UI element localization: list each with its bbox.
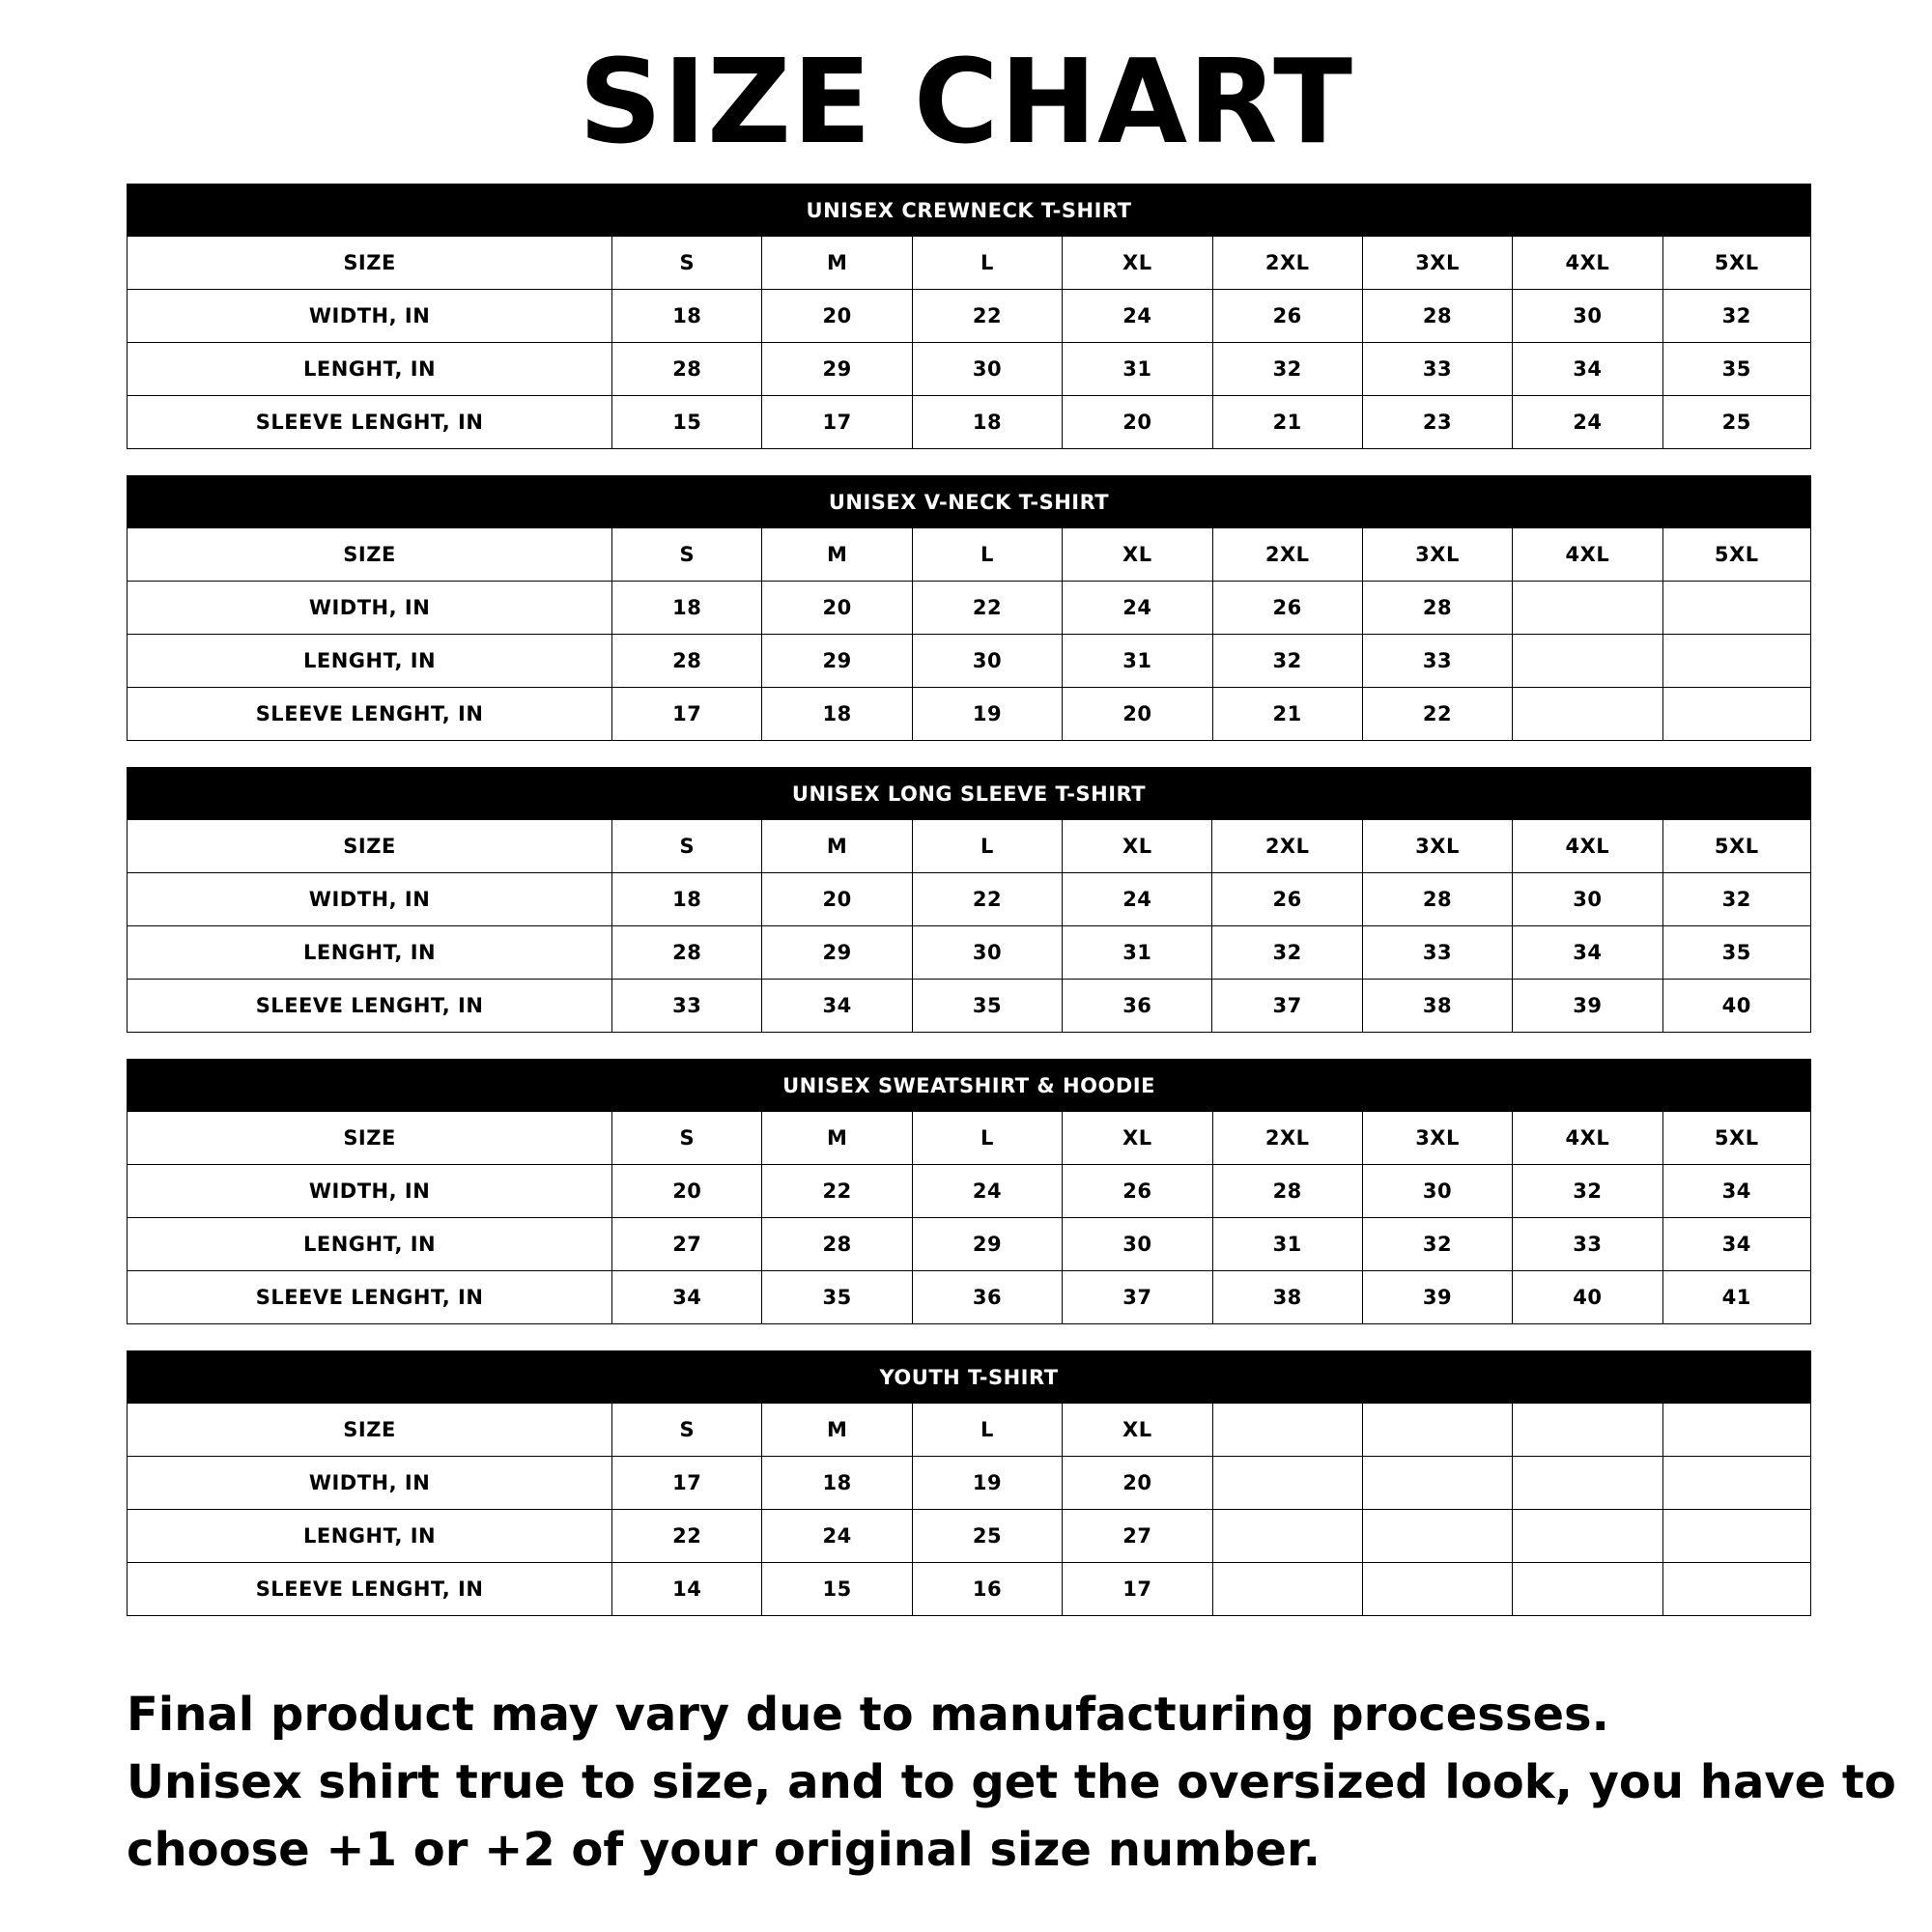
table-cell: 38: [1362, 980, 1512, 1033]
table-cell: [1513, 1563, 1662, 1616]
table-row: [128, 290, 1811, 343]
table-cell: 24: [1063, 290, 1212, 343]
table-cell: S: [612, 1404, 762, 1457]
table-cell: 5XL: [1662, 820, 1810, 873]
table-title: UNISEX LONG SLEEVE T-SHIRT: [128, 768, 1811, 820]
table-cell: S: [612, 528, 762, 582]
table-cell: 35: [1662, 343, 1810, 396]
table-cell: 30: [912, 343, 1062, 396]
table-row: [128, 873, 1811, 926]
table-cell: 17: [612, 688, 762, 741]
table-cell: 20: [762, 873, 912, 926]
table-cell: 32: [1212, 343, 1362, 396]
table-cell: 24: [762, 1510, 912, 1563]
table-cell: 4XL: [1513, 237, 1662, 290]
table-cell: [1362, 1457, 1512, 1510]
row-label: LENGHT, IN: [128, 343, 612, 396]
table-cell: 27: [1063, 1510, 1212, 1563]
table-cell: 26: [1212, 873, 1362, 926]
table-row: [128, 926, 1811, 980]
table-cell: 26: [1212, 290, 1362, 343]
table-cell: L: [912, 237, 1062, 290]
row-label: LENGHT, IN: [128, 926, 612, 980]
table-cell: 16: [912, 1563, 1062, 1616]
table-cell: 4XL: [1513, 528, 1662, 582]
table-cell: 22: [912, 290, 1062, 343]
table-row: [128, 1218, 1811, 1271]
table-cell: XL: [1063, 528, 1212, 582]
row-label: SIZE: [128, 528, 612, 582]
table-cell: [1212, 1510, 1362, 1563]
size-table-youth: [127, 1350, 1811, 1616]
table-cell: 15: [762, 1563, 912, 1616]
table-cell: 3XL: [1362, 1112, 1512, 1165]
table-cell: 30: [1513, 290, 1662, 343]
table-cell: 35: [912, 980, 1062, 1033]
table-cell: 30: [1063, 1218, 1212, 1271]
row-label: SLEEVE LENGHT, IN: [128, 396, 612, 449]
table-cell: 19: [912, 688, 1062, 741]
table-cell: 20: [612, 1165, 762, 1218]
row-label: SIZE: [128, 1404, 612, 1457]
table-cell: 29: [762, 635, 912, 688]
table-cell: 2XL: [1212, 528, 1362, 582]
table-cell: 22: [1362, 688, 1512, 741]
table-cell: M: [762, 820, 912, 873]
table-cell: [1662, 1404, 1810, 1457]
table-cell: 2XL: [1212, 1112, 1362, 1165]
size-tables: [127, 184, 1811, 1642]
table-cell: 20: [1063, 688, 1212, 741]
table-cell: 3XL: [1362, 528, 1512, 582]
table-cell: 25: [1662, 396, 1810, 449]
table-row: [128, 1404, 1811, 1457]
table-cell: 36: [1063, 980, 1212, 1033]
table-title: UNISEX V-NECK T-SHIRT: [128, 476, 1811, 528]
table-cell: 28: [612, 343, 762, 396]
row-label: SLEEVE LENGHT, IN: [128, 688, 612, 741]
row-label: SIZE: [128, 237, 612, 290]
table-cell: 19: [912, 1457, 1062, 1510]
table-cell: 5XL: [1662, 1112, 1810, 1165]
table-row: [128, 1165, 1811, 1218]
table-cell: 35: [1662, 926, 1810, 980]
table-cell: M: [762, 528, 912, 582]
table-cell: 28: [1362, 873, 1512, 926]
table-cell: 37: [1063, 1271, 1212, 1324]
table-cell: 25: [912, 1510, 1062, 1563]
row-label: SIZE: [128, 820, 612, 873]
size-table-sweatshirt-hoodie: [127, 1059, 1811, 1324]
table-row: [128, 688, 1811, 741]
table-cell: 39: [1362, 1271, 1512, 1324]
table-cell: 30: [912, 926, 1062, 980]
table-cell: 34: [1662, 1218, 1810, 1271]
table-cell: 22: [912, 873, 1062, 926]
footer-line: Final product may vary due to manufacturing processes.: [127, 1688, 1609, 1742]
table-row: [128, 582, 1811, 635]
table-cell: 31: [1063, 343, 1212, 396]
table-cell: 3XL: [1362, 820, 1512, 873]
table-cell: 18: [912, 396, 1062, 449]
table-cell: XL: [1063, 820, 1212, 873]
table-cell: L: [912, 1112, 1062, 1165]
table-cell: 34: [762, 980, 912, 1033]
table-cell: [1513, 1510, 1662, 1563]
row-label: LENGHT, IN: [128, 1218, 612, 1271]
table-cell: 33: [1362, 343, 1512, 396]
table-cell: 21: [1212, 688, 1362, 741]
table-cell: 5XL: [1662, 528, 1810, 582]
page-title: SIZE CHART: [578, 36, 1354, 170]
table-cell: 17: [762, 396, 912, 449]
table-cell: 32: [1212, 635, 1362, 688]
row-label: LENGHT, IN: [128, 635, 612, 688]
table-cell: 20: [762, 582, 912, 635]
table-cell: 18: [612, 582, 762, 635]
table-cell: [1662, 1457, 1810, 1510]
table-cell: 2XL: [1212, 820, 1362, 873]
footer-line: Unisex shirt true to size, and to get the oversized look, you have to: [127, 1755, 1896, 1809]
table-cell: 28: [1362, 582, 1512, 635]
table-title: UNISEX CREWNECK T-SHIRT: [128, 185, 1811, 237]
row-label: WIDTH, IN: [128, 1165, 612, 1218]
table-title: UNISEX SWEATSHIRT & HOODIE: [128, 1060, 1811, 1112]
table-cell: [1212, 1457, 1362, 1510]
table-cell: 30: [1513, 873, 1662, 926]
table-cell: 3XL: [1362, 237, 1512, 290]
table-cell: S: [612, 237, 762, 290]
table-cell: [1362, 1510, 1512, 1563]
table-row: [128, 980, 1811, 1033]
table-cell: 39: [1513, 980, 1662, 1033]
table-cell: 34: [1662, 1165, 1810, 1218]
table-cell: 4XL: [1513, 820, 1662, 873]
table-cell: 14: [612, 1563, 762, 1616]
table-cell: 28: [1362, 290, 1512, 343]
table-cell: 32: [1212, 926, 1362, 980]
row-label: WIDTH, IN: [128, 873, 612, 926]
table-cell: [1513, 1404, 1662, 1457]
row-label: WIDTH, IN: [128, 1457, 612, 1510]
table-cell: 15: [612, 396, 762, 449]
table-cell: [1513, 635, 1662, 688]
table-row: [128, 396, 1811, 449]
table-cell: M: [762, 1112, 912, 1165]
table-cell: 32: [1513, 1165, 1662, 1218]
table-cell: 28: [1212, 1165, 1362, 1218]
table-title: YOUTH T-SHIRT: [128, 1351, 1811, 1404]
table-cell: 38: [1212, 1271, 1362, 1324]
table-row: [128, 1271, 1811, 1324]
table-cell: XL: [1063, 1112, 1212, 1165]
table-cell: 32: [1362, 1218, 1512, 1271]
table-cell: L: [912, 1404, 1062, 1457]
table-cell: 28: [612, 926, 762, 980]
table-cell: 22: [612, 1510, 762, 1563]
table-cell: 33: [1513, 1218, 1662, 1271]
table-cell: [1662, 688, 1810, 741]
table-cell: 32: [1662, 290, 1810, 343]
table-row: [128, 528, 1811, 582]
table-cell: 26: [1063, 1165, 1212, 1218]
size-table-crewneck: [127, 184, 1811, 449]
table-cell: 18: [762, 1457, 912, 1510]
table-cell: [1662, 1563, 1810, 1616]
table-cell: 29: [762, 343, 912, 396]
table-row: [128, 1457, 1811, 1510]
size-table-v-neck: [127, 475, 1811, 741]
table-cell: 2XL: [1212, 237, 1362, 290]
table-cell: 34: [1513, 343, 1662, 396]
table-cell: 5XL: [1662, 237, 1810, 290]
table-cell: S: [612, 1112, 762, 1165]
table-cell: 30: [912, 635, 1062, 688]
table-cell: 28: [762, 1218, 912, 1271]
table-cell: 23: [1362, 396, 1512, 449]
table-cell: L: [912, 528, 1062, 582]
table-cell: [1362, 1563, 1512, 1616]
table-cell: M: [762, 237, 912, 290]
table-cell: 37: [1212, 980, 1362, 1033]
table-cell: XL: [1063, 237, 1212, 290]
table-cell: 27: [612, 1218, 762, 1271]
table-cell: 18: [612, 290, 762, 343]
row-label: SLEEVE LENGHT, IN: [128, 1563, 612, 1616]
table-cell: [1662, 582, 1810, 635]
table-cell: [1212, 1404, 1362, 1457]
size-table-long-sleeve: [127, 767, 1811, 1033]
table-cell: 24: [1063, 582, 1212, 635]
table-cell: 34: [1513, 926, 1662, 980]
table-cell: 29: [762, 926, 912, 980]
table-cell: 18: [762, 688, 912, 741]
table-cell: 33: [1362, 635, 1512, 688]
footer-line: choose +1 or +2 of your original size number.: [127, 1823, 1321, 1877]
table-cell: 20: [1063, 1457, 1212, 1510]
table-cell: [1362, 1404, 1512, 1457]
table-cell: 21: [1212, 396, 1362, 449]
row-label: WIDTH, IN: [128, 290, 612, 343]
row-label: SLEEVE LENGHT, IN: [128, 980, 612, 1033]
footer-note: [127, 1681, 1896, 1884]
table-cell: S: [612, 820, 762, 873]
row-label: SIZE: [128, 1112, 612, 1165]
table-cell: 17: [612, 1457, 762, 1510]
table-cell: 33: [612, 980, 762, 1033]
table-cell: 28: [612, 635, 762, 688]
table-cell: 32: [1662, 873, 1810, 926]
table-row: [128, 820, 1811, 873]
table-cell: 36: [912, 1271, 1062, 1324]
table-cell: 30: [1362, 1165, 1512, 1218]
table-cell: 34: [612, 1271, 762, 1324]
table-cell: [1513, 1457, 1662, 1510]
table-cell: 33: [1362, 926, 1512, 980]
table-cell: 24: [1063, 873, 1212, 926]
table-cell: [1662, 635, 1810, 688]
table-cell: [1662, 1510, 1810, 1563]
table-row: [128, 237, 1811, 290]
table-cell: 35: [762, 1271, 912, 1324]
row-label: WIDTH, IN: [128, 582, 612, 635]
table-cell: 40: [1513, 1271, 1662, 1324]
table-row: [128, 343, 1811, 396]
row-label: SLEEVE LENGHT, IN: [128, 1271, 612, 1324]
table-cell: 24: [912, 1165, 1062, 1218]
table-cell: 40: [1662, 980, 1810, 1033]
table-cell: [1212, 1563, 1362, 1616]
table-row: [128, 1563, 1811, 1616]
table-row: [128, 1510, 1811, 1563]
table-cell: 17: [1063, 1563, 1212, 1616]
table-cell: 20: [762, 290, 912, 343]
table-cell: [1513, 688, 1662, 741]
table-cell: L: [912, 820, 1062, 873]
table-cell: 26: [1212, 582, 1362, 635]
table-cell: [1513, 582, 1662, 635]
table-cell: 41: [1662, 1271, 1810, 1324]
row-label: LENGHT, IN: [128, 1510, 612, 1563]
table-cell: 18: [612, 873, 762, 926]
table-cell: M: [762, 1404, 912, 1457]
table-cell: 31: [1063, 926, 1212, 980]
table-cell: 24: [1513, 396, 1662, 449]
table-cell: 31: [1212, 1218, 1362, 1271]
table-cell: 22: [912, 582, 1062, 635]
table-cell: 4XL: [1513, 1112, 1662, 1165]
table-row: [128, 1112, 1811, 1165]
table-cell: 31: [1063, 635, 1212, 688]
table-cell: 22: [762, 1165, 912, 1218]
table-row: [128, 635, 1811, 688]
table-cell: 20: [1063, 396, 1212, 449]
table-cell: XL: [1063, 1404, 1212, 1457]
table-cell: 29: [912, 1218, 1062, 1271]
